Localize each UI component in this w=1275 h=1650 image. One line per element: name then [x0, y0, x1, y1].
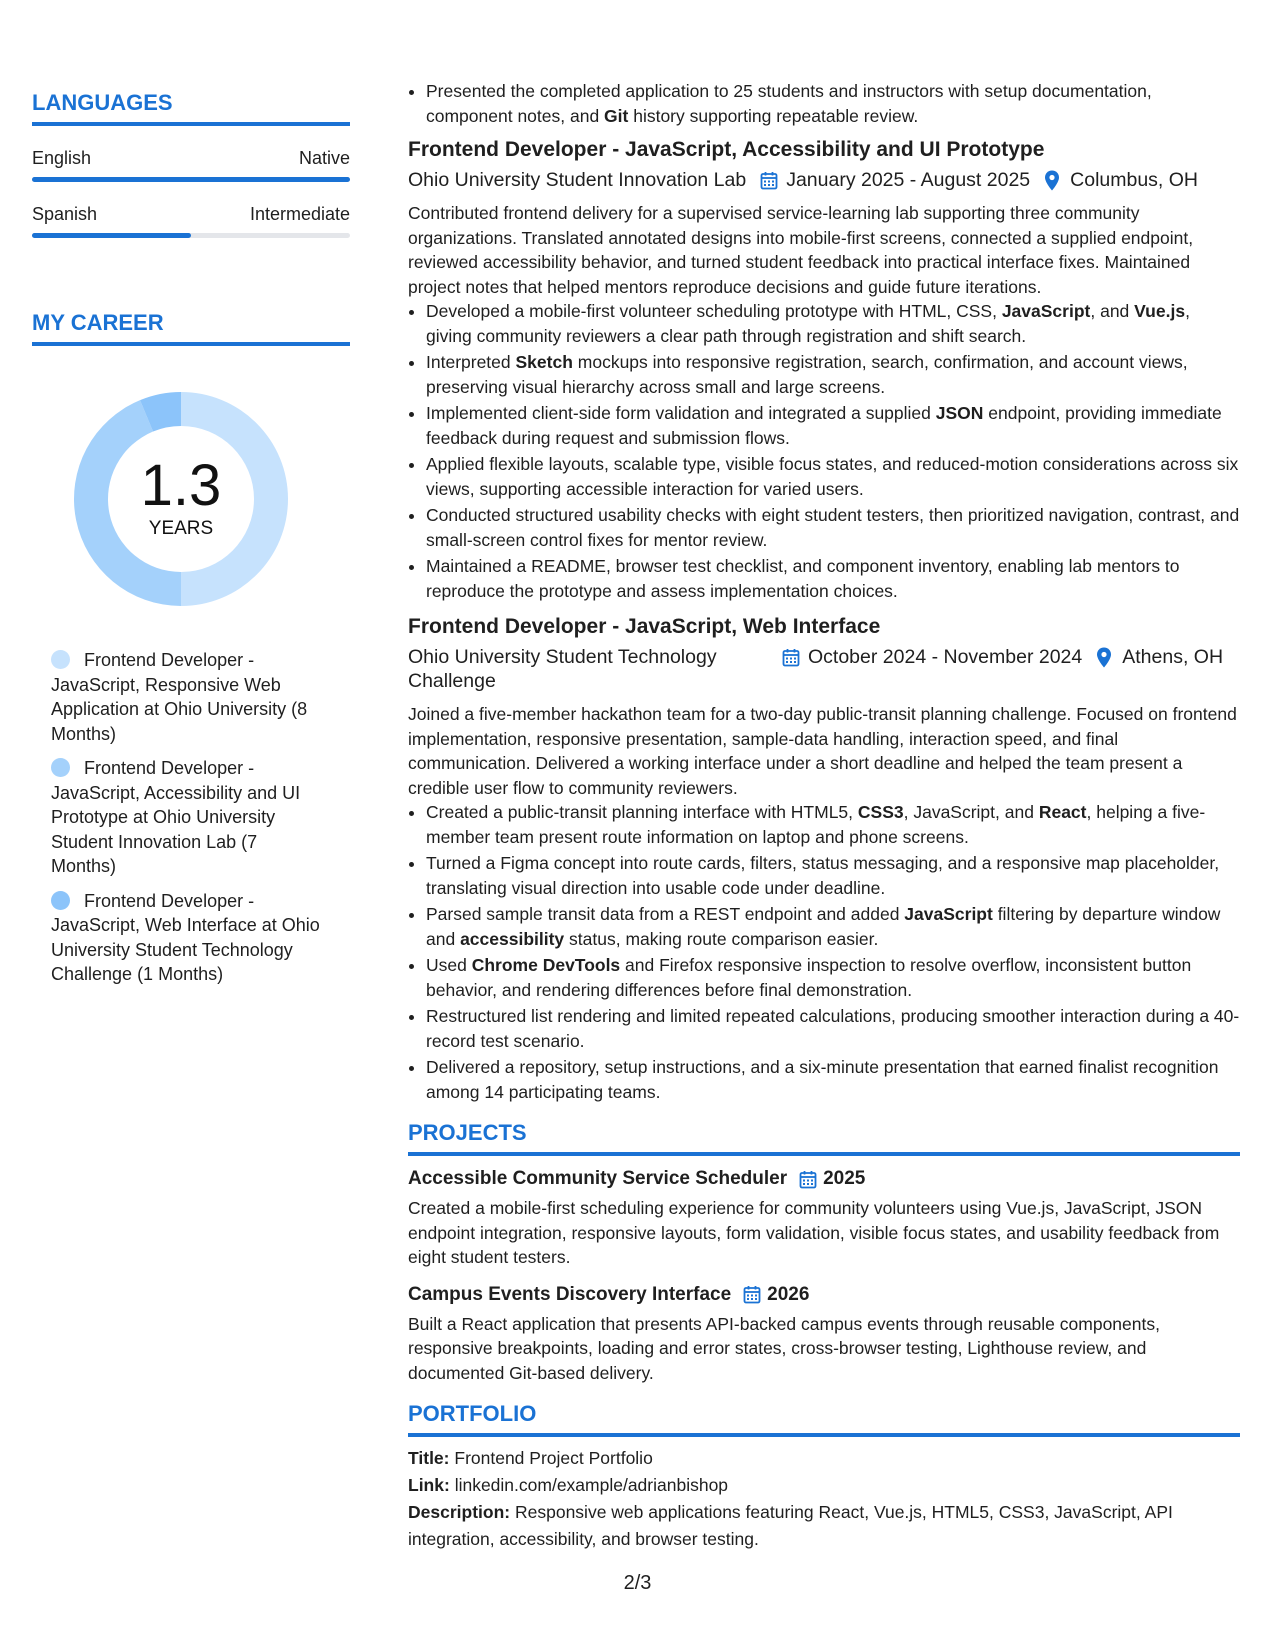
legend-swatch [51, 650, 70, 669]
project-name: Campus Events Discovery Interface [408, 1283, 732, 1305]
language-name: English [32, 148, 92, 168]
job-description: Contributed frontend delivery for a supervised service-learning lab supporting three community organizations. Translated annotated designs into mobile-first screens, connected a supplied endpoint, reviewed accessibility behavior, and turned student feedback into practical interface fixes. Maintained project notes that helped mentors reproduce decisions and guide future iterations. [408, 203, 1194, 297]
job-meta [408, 168, 1240, 192]
language-name: Spanish [32, 204, 98, 224]
language-proficiency-fill [32, 177, 350, 182]
job-dates: January 2025 - August 2025 [786, 169, 1031, 191]
list-item: • Created a public-transit planning interface with HTML5, CSS3, JavaScript, and React, helping a five-member team present route information on laptop and phone screens. [426, 800, 1240, 849]
list-item: • Used Chrome DevTools and Firefox responsive inspection to resolve overflow, inconsistent button behavior, and rendering differences before final demonstration. [426, 953, 1240, 1002]
job-entry [408, 138, 1240, 603]
language-proficiency-fill [32, 233, 191, 238]
list-item: • Maintained a README, browser test checklist, and component inventory, enabling lab mentors to reproduce the prototype and assess implementation choices. [426, 554, 1240, 603]
list-item: • Developed a mobile-first volunteer scheduling prototype with HTML, CSS, JavaScript, and Vue.js, giving community reviewers a clear path through registration and shift search. [426, 299, 1240, 348]
language-level: Native [298, 148, 350, 168]
portfolio-desc-value: Responsive web applications featuring React, Vue.js, HTML5, CSS3, JavaScript, API integration, accessibility, and browser testing. [408, 1502, 1173, 1549]
job-location-wrap [1096, 645, 1223, 669]
job-entry [408, 615, 1240, 1104]
legend-item [51, 648, 321, 746]
portfolio-title-value: Frontend Project Portfolio [454, 1448, 653, 1468]
job-dates-wrap [760, 168, 1030, 192]
list-item: • Interpreted Sketch mockups into responsive registration, search, confirmation, and account views, preserving visual hierarchy across small and large screens. [426, 350, 1240, 399]
language-proficiency-bar [32, 177, 350, 182]
location-pin-icon [1096, 647, 1112, 668]
experience-list [408, 138, 1240, 1104]
career-legend [51, 648, 321, 987]
job-title: Frontend Developer - JavaScript, Web Interface [408, 615, 881, 638]
project-name: Accessible Community Service Scheduler [408, 1168, 788, 1189]
language-row [32, 148, 350, 169]
list-item: • Conducted structured usability checks with eight student testers, then prioritized navigation, contrast, and small-screen control fixes for mentor review. [426, 503, 1240, 552]
career-heading: MY CAREER [32, 310, 350, 346]
job-organization: Ohio University Student Innovation Lab [408, 169, 747, 191]
legend-item [51, 889, 321, 987]
job-location: Athens, OH [1122, 646, 1224, 668]
portfolio-title-line [408, 1445, 1240, 1472]
main-content [408, 79, 1240, 1553]
list-item: • Turned a Figma concept into route cards, filters, status messaging, and a responsive map placeholder, translating visual direction into usable code under deadline. [426, 851, 1240, 900]
project-year-wrap [799, 1168, 865, 1190]
portfolio-desc-label: Description: [408, 1502, 511, 1522]
legend-item [51, 756, 321, 879]
language-row [32, 204, 350, 225]
project-entry [408, 1168, 1240, 1270]
project-year: 2026 [767, 1283, 810, 1305]
languages-list [32, 148, 350, 238]
list-item: • Presented the completed application to 25 students and instructors with setup documentation, component notes, and Git history supporting repeatable review. [426, 79, 1240, 128]
languages-heading: LANGUAGES [32, 90, 350, 126]
portfolio-desc-line [408, 1499, 1240, 1553]
project-description: Created a mobile-first scheduling experience for community volunteers using Vue.js, JavaScript, JSON endpoint integration, responsive layouts, form validation, visible focus states, and usability feedback from eight student testers. [408, 1198, 1220, 1267]
legend-swatch [51, 891, 70, 910]
career-total-unit: YEARS [148, 518, 214, 539]
sidebar [32, 90, 350, 997]
portfolio-title-label: Title: [408, 1448, 450, 1468]
projects-list [408, 1168, 1240, 1385]
project-title-row [408, 1168, 1240, 1190]
legend-label: Frontend Developer - JavaScript, Responsive Web Application at Ohio University (8 Months) [51, 650, 308, 744]
project-title-row [408, 1284, 1240, 1306]
calendar-icon [799, 1170, 817, 1189]
list-item: • Applied flexible layouts, scalable type, visible focus states, and reduced-motion considerations across six views, supporting accessible interaction for varied users. [426, 452, 1240, 501]
portfolio-link-label: Link: [408, 1475, 450, 1495]
list-item: • Restructured list rendering and limited repeated calculations, producing smoother interaction during a 40-record test scenario. [426, 1004, 1240, 1053]
donut-center [66, 384, 296, 614]
job-meta [408, 645, 1240, 693]
language-item [32, 204, 350, 238]
job-location-wrap [1044, 168, 1198, 192]
job-bullets [408, 299, 1240, 603]
project-description: Built a React application that presents API-backed campus events through reusable components, responsive breakpoints, loading and error states, cross-browser testing, Lighthouse review, and documented Git-based delivery. [408, 1313, 1160, 1383]
legend-label: Frontend Developer - JavaScript, Accessibility and UI Prototype at Ohio University Student Innovation Lab (7 Months) [51, 758, 301, 876]
legend-label: Frontend Developer - JavaScript, Web Interface at Ohio University Student Technology Challenge (1 Months) [51, 890, 320, 984]
job-location: Columbus, OH [1070, 169, 1199, 191]
portfolio-heading: PORTFOLIO [408, 1401, 1240, 1437]
project-year: 2025 [823, 1168, 866, 1189]
portfolio-details [408, 1445, 1240, 1553]
projects-heading: PROJECTS [408, 1120, 1240, 1156]
job-organization: Ohio University Student Technology Challenge [408, 646, 717, 692]
list-item: • Implemented client-side form validation and integrated a supplied JSON endpoint, providing immediate feedback during request and submission flows. [426, 401, 1240, 450]
calendar-icon [743, 1285, 761, 1304]
list-item: • Parsed sample transit data from a REST endpoint and added JavaScript filtering by departure window and accessibility status, making route comparison easier. [426, 902, 1240, 951]
job-bullets [408, 800, 1240, 1104]
language-proficiency-bar [32, 233, 350, 238]
legend-swatch [51, 758, 70, 777]
job-title: Frontend Developer - JavaScript, Accessibility and UI Prototype [408, 138, 1045, 161]
portfolio-link-line [408, 1472, 1240, 1499]
continued-bullet-list [408, 79, 1240, 128]
list-item: • Delivered a repository, setup instructions, and a six-minute presentation that earned finalist recognition among 14 participating teams. [426, 1055, 1240, 1104]
location-pin-icon [1044, 170, 1060, 191]
portfolio-link[interactable]: linkedin.com/example/adrianbishop [454, 1475, 729, 1495]
job-dates: October 2024 - November 2024 [808, 646, 1083, 668]
language-item [32, 148, 350, 182]
career-total-value: 1.3 [140, 453, 222, 518]
calendar-icon [782, 648, 800, 667]
project-year-wrap [743, 1284, 809, 1306]
career-donut-chart [66, 384, 296, 614]
project-entry [408, 1284, 1240, 1386]
language-level: Intermediate [249, 204, 350, 224]
job-description: Joined a five-member hackathon team for a two-day public-transit planning challenge. Focused on frontend implementation, responsive presentation, sample-data handling, interaction speed, and final communication. Delivered a working interface under a short deadline and helped the team present a credible user flow to community reviewers. [408, 704, 1237, 798]
page-number: 2/3 [623, 1572, 652, 1594]
calendar-icon [760, 171, 778, 190]
job-dates-wrap [782, 645, 1082, 669]
